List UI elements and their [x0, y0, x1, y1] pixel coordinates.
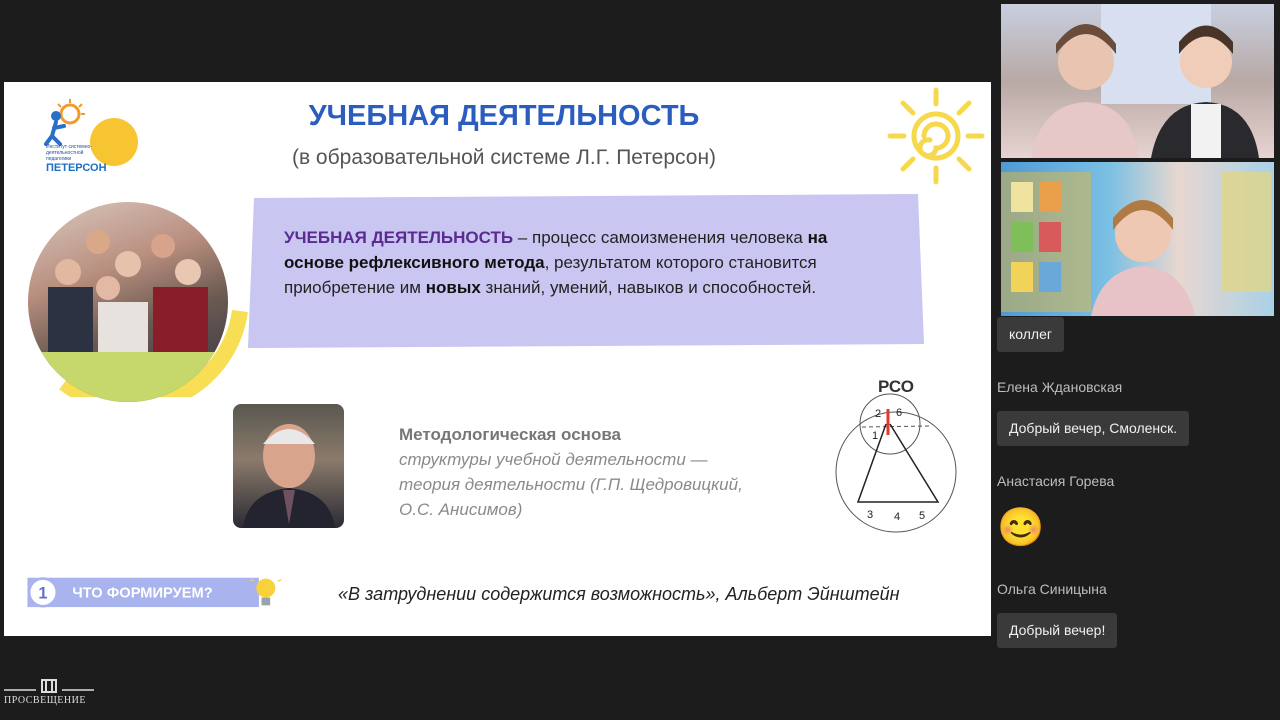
- slide-title: УЧЕБНАЯ ДЕЯТЕЛЬНОСТЬ: [308, 100, 700, 132]
- rso-n5: 5: [919, 510, 926, 522]
- chat-author-4: Ольга Синицына: [997, 581, 1107, 597]
- rso-n2: 2: [875, 408, 882, 420]
- definition-part1: процесс самоизменения человека: [531, 228, 808, 247]
- presentation-slide: [4, 82, 991, 636]
- video-feed-2: [1001, 162, 1274, 316]
- methodology-block: [399, 422, 819, 522]
- video-tile-2[interactable]: [1001, 162, 1274, 316]
- methodology-heading: Методологическая основа: [399, 425, 622, 444]
- definition-part2: , результатом которого становится приобретение им: [284, 253, 817, 297]
- definition-part3: знаний, умений, навыков и способностей.: [480, 278, 817, 297]
- bottom-section-bar: [12, 576, 302, 614]
- chat-author-3: Анастасия Горева: [997, 473, 1115, 489]
- portrait-graphic: [233, 404, 344, 528]
- video-tile-1[interactable]: [1001, 4, 1274, 158]
- chat-message-1: коллег: [997, 317, 1064, 352]
- definition-dash: –: [513, 228, 532, 247]
- brand-name: ПРОСВЕЩЕНИЕ: [4, 695, 86, 706]
- einstein-quote: «В затруднении содержится возможность», Альберт Эйнштейн: [338, 584, 900, 604]
- section-number: 1: [38, 584, 48, 603]
- definition-term: УЧЕБНАЯ ДЕЯТЕЛЬНОСТЬ: [284, 228, 514, 247]
- rso-n1: 1: [872, 430, 879, 442]
- video-feed-1: [1001, 4, 1274, 158]
- definition-text: [284, 225, 864, 300]
- rso-diagram: [832, 372, 972, 542]
- methodology-line3: О.С. Анисимов): [399, 500, 523, 519]
- logo-caption: Институт системно-деятельностной педагогики: [46, 144, 92, 162]
- rso-n6: 6: [896, 407, 903, 419]
- slide-subtitle: (в образовательной системе Л.Г. Петерсон): [291, 146, 717, 169]
- rso-label: РСО: [878, 377, 914, 396]
- section-label: ЧТО ФОРМИРУЕМ?: [72, 585, 213, 602]
- peterson-logo: [42, 96, 142, 176]
- prosveshchenie-logo: [4, 676, 94, 710]
- team-photo: [28, 202, 228, 402]
- portrait-photo: [233, 404, 344, 528]
- smile-emoji-icon: 😊: [997, 507, 1045, 549]
- chat-author-2: Елена Ждановская: [997, 379, 1123, 395]
- methodology-line2: теория деятельности (Г.П. Щедровицкий,: [399, 475, 743, 494]
- definition-bold2: новых: [425, 278, 481, 297]
- chat-message-4: Добрый вечер!: [997, 613, 1117, 648]
- chat-message-2: Добрый вечер, Смоленск.: [997, 411, 1189, 446]
- sun-icon: [881, 84, 991, 194]
- team-photo-graphic: [28, 202, 228, 402]
- rso-n3: 3: [867, 509, 874, 521]
- methodology-line1: структуры учебной деятельности —: [399, 450, 708, 469]
- rso-n4: 4: [894, 511, 901, 523]
- logo-name: ПЕТЕРСОН: [46, 162, 107, 174]
- prosveshchenie-emblem: [4, 676, 94, 696]
- definition-bold1: на основе рефлексивного метода: [284, 228, 828, 272]
